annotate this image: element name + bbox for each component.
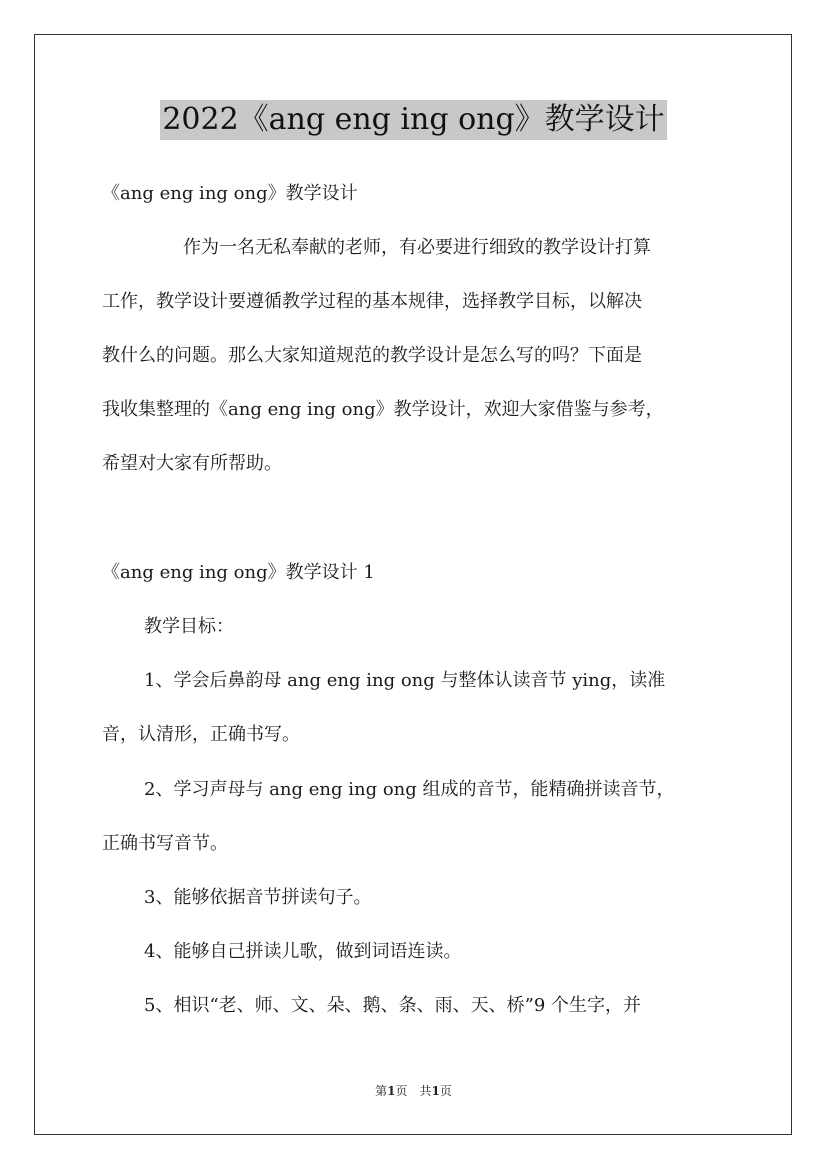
- footer-page-total: 1: [431, 1084, 440, 1098]
- intro-line-3: 教什么的问题。那么大家知道规范的教学设计是怎么写的吗？下面是: [102, 345, 642, 366]
- page-footer: [0, 1083, 827, 1099]
- objective-1-line-1: 1、学会后鼻韵母 ang eng ing ong 与整体认读音节 ying，读准: [144, 670, 666, 691]
- objective-2-line-1: 2、学习声母与 ang eng ing ong 组成的音节，能精确拼读音节，: [144, 779, 675, 800]
- intro-line-4: 我收集整理的《ang eng ing ong》教学设计，欢迎大家借鉴与参考，: [102, 399, 664, 420]
- objective-2-line-2: 正确书写音节。: [102, 833, 228, 854]
- document-title: 2022《ang eng ing ong》教学设计: [160, 100, 666, 140]
- intro-line-1: 作为一名无私奉献的老师，有必要进行细致的教学设计打算: [183, 237, 651, 258]
- intro-line-5: 希望对大家有所帮助。: [102, 453, 282, 474]
- objective-5-line-1: 5、相识“老、师、文、朵、鹅、条、雨、天、桥”9 个生字，并: [144, 995, 642, 1016]
- title-container: [0, 100, 827, 140]
- footer-prefix: 第: [375, 1084, 388, 1098]
- footer-suffix: 页: [439, 1084, 452, 1098]
- objective-3: 3、能够依据音节拼读句子。: [144, 887, 372, 908]
- objectives-label: 教学目标：: [144, 616, 234, 637]
- intro-line-2: 工作，教学设计要遵循教学过程的基本规律，选择教学目标，以解决: [102, 291, 642, 312]
- footer-page-current: 1: [387, 1084, 396, 1098]
- objective-1-line-2: 音，认清形，正确书写。: [102, 724, 300, 745]
- footer-mid: 页 共: [395, 1084, 432, 1098]
- objective-4: 4、能够自己拼读儿歌，做到词语连读。: [144, 941, 462, 962]
- document-subtitle: 《ang eng ing ong》教学设计: [102, 183, 358, 204]
- section-heading: 《ang eng ing ong》教学设计 1: [102, 562, 375, 583]
